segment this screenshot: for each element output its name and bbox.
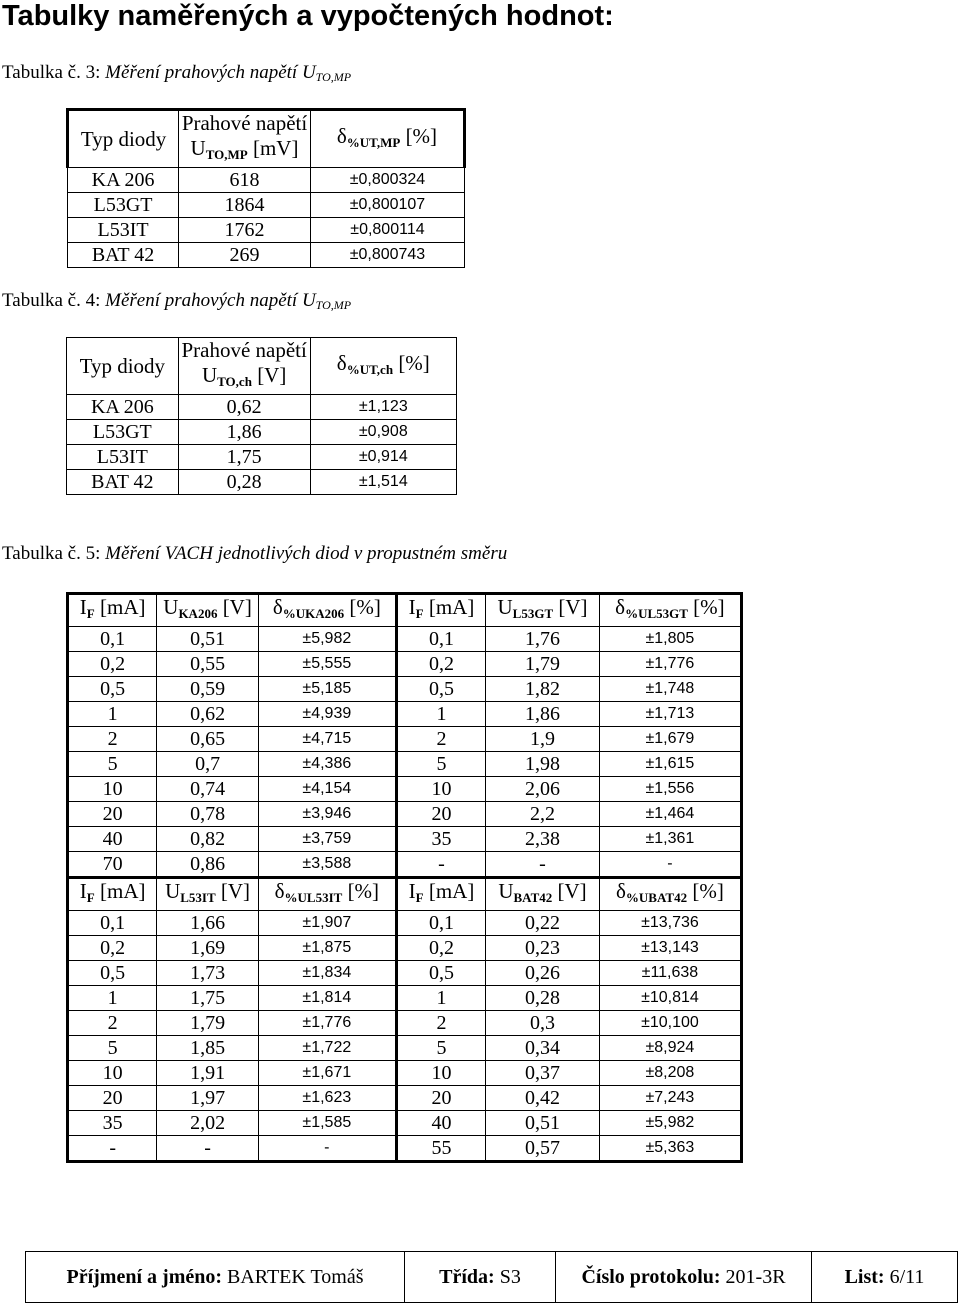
table3-cell: ±7,243 xyxy=(599,1086,741,1111)
table3-header-sub: KA206 xyxy=(178,606,218,621)
table3-cell: ±1,585 xyxy=(258,1111,396,1136)
table3-cell: 0,2 xyxy=(396,652,485,677)
table3-header-sub: %UL53IT xyxy=(284,890,343,905)
table3-cell: 0,51 xyxy=(486,1111,600,1136)
table2-cell: 0,28 xyxy=(178,470,310,495)
table3-header-unit: [%] xyxy=(349,595,381,619)
table3-header-sub: %UBAT42 xyxy=(625,890,688,905)
table3-cell: ±1,814 xyxy=(258,986,396,1011)
table3-cell: 2,06 xyxy=(486,777,600,802)
table3-cell: 1,76 xyxy=(486,627,600,652)
table1-caption xyxy=(2,62,351,88)
table3-caption-prefix: Tabulka č. 5: xyxy=(2,543,101,564)
table3-row xyxy=(68,911,742,936)
table3-header-cell xyxy=(486,594,600,627)
table2-cell: ±0,908 xyxy=(310,420,456,445)
table3-cell: 1,86 xyxy=(486,702,600,727)
table3-header-cell xyxy=(396,594,485,627)
table3-header-base: I xyxy=(79,595,87,619)
table3-cell: ±5,982 xyxy=(258,627,396,652)
table2-cell: L53IT xyxy=(67,445,179,470)
table3-cell: 0,1 xyxy=(68,627,157,652)
table1-caption-title: Měření prahových napětí U xyxy=(105,62,316,83)
table3-header-unit: [%] xyxy=(693,595,725,619)
table2-row xyxy=(67,445,457,470)
table3-cell: 0,2 xyxy=(396,936,485,961)
table1-header-threshold-u: U xyxy=(190,136,206,160)
table3-cell: 0,3 xyxy=(486,1011,600,1036)
table3-cell: 0,62 xyxy=(157,702,259,727)
table3-cell: - xyxy=(599,852,741,878)
page-heading: Tabulky naměřených a vypočtených hodnot: xyxy=(2,0,614,32)
table3-cell: 0,2 xyxy=(68,936,157,961)
footer-sheet-value: 6/11 xyxy=(889,1266,925,1288)
table3-row xyxy=(68,852,742,878)
table2-row xyxy=(67,470,457,495)
table1-header-threshold-line1: Prahové napětí xyxy=(181,111,308,135)
table3-cell: 40 xyxy=(396,1111,485,1136)
table3-cell: 1,69 xyxy=(157,936,259,961)
table1-row xyxy=(68,168,465,193)
table3-cell: ±1,623 xyxy=(258,1086,396,1111)
table3-header-base: U xyxy=(163,595,179,619)
table3-cell: 0,5 xyxy=(68,961,157,986)
table3-cell: - xyxy=(68,1136,157,1162)
table3-cell: ±1,907 xyxy=(258,911,396,936)
table1-row xyxy=(68,243,465,268)
table3-cell: 1 xyxy=(396,702,485,727)
table2-header-threshold-unit: [V] xyxy=(257,363,287,387)
table2-cell: KA 206 xyxy=(67,395,179,420)
table3-cell: 0,1 xyxy=(396,627,485,652)
table1-cell: 618 xyxy=(179,168,311,193)
table1-caption-prefix: Tabulka č. 3: xyxy=(2,62,101,83)
footer-protocol-cell xyxy=(556,1252,812,1303)
table1-header-delta xyxy=(310,110,464,168)
table3-cell: 10 xyxy=(396,1061,485,1086)
table3-cell: 0,37 xyxy=(486,1061,600,1086)
table3-cell: 2,02 xyxy=(157,1111,259,1136)
table3-cell: 20 xyxy=(396,1086,485,1111)
table2-caption xyxy=(2,290,351,316)
table1-header-delta-unit: [%] xyxy=(405,123,438,148)
table1-caption-sub: TO,MP xyxy=(315,70,352,84)
table3-header-row xyxy=(68,878,742,911)
table3-header-sub: BAT42 xyxy=(513,890,553,905)
table3-cell: 0,51 xyxy=(157,627,259,652)
table2-header-threshold-line1: Prahové napětí xyxy=(181,338,307,362)
table3-cell: ±13,736 xyxy=(599,911,741,936)
table3-cell: 0,1 xyxy=(68,911,157,936)
table3-cell: 1,98 xyxy=(486,752,600,777)
table3-header-row xyxy=(68,594,742,627)
table3-cell: ±13,143 xyxy=(599,936,741,961)
footer-name-value: BARTEK Tomáš xyxy=(227,1266,364,1288)
table3-cell: 20 xyxy=(68,802,157,827)
table3-cell: 0,57 xyxy=(486,1136,600,1162)
table3-cell: ±4,715 xyxy=(258,727,396,752)
table3-cell: 1,79 xyxy=(486,652,600,677)
table3-header-base: δ xyxy=(272,595,283,619)
table3-header-cell xyxy=(258,878,396,911)
table3-cell: 1,82 xyxy=(486,677,600,702)
table3-header-unit: [%] xyxy=(347,879,380,903)
table3-cell: ±1,464 xyxy=(599,802,741,827)
table3-cell: 0,1 xyxy=(396,911,485,936)
table2-header-threshold-sub: TO,ch xyxy=(217,374,252,389)
table3-caption-title: Měření VACH jednotlivých diod v propustném směru xyxy=(105,543,508,564)
table3-cell: 1 xyxy=(396,986,485,1011)
protocol-footer xyxy=(25,1251,958,1303)
table3-cell: 5 xyxy=(68,752,157,777)
table1-cell: 269 xyxy=(179,243,311,268)
table3-header-unit: [V] xyxy=(222,595,252,619)
table1-cell: ±0,800114 xyxy=(310,218,464,243)
table3-header-base: U xyxy=(165,879,181,903)
table3-cell: ±3,759 xyxy=(258,827,396,852)
table3-row xyxy=(68,802,742,827)
table3-header-base: I xyxy=(79,879,87,903)
table1 xyxy=(66,108,466,268)
table3-cell: 0,82 xyxy=(157,827,259,852)
footer-class-cell xyxy=(405,1252,556,1303)
table3-cell: ±1,722 xyxy=(258,1036,396,1061)
table3-header-cell xyxy=(396,878,485,911)
table2-cell: ±0,914 xyxy=(310,445,456,470)
table3-cell: 2,38 xyxy=(486,827,600,852)
table3-cell: ±5,185 xyxy=(258,677,396,702)
table3-row xyxy=(68,1086,742,1111)
table3-header-base: I xyxy=(408,879,416,903)
table1-cell: BAT 42 xyxy=(68,243,179,268)
table3-cell: - xyxy=(396,852,485,878)
table3-cell: 1,9 xyxy=(486,727,600,752)
table2-caption-title: Měření prahových napětí U xyxy=(105,290,316,311)
table2-header-threshold-u: U xyxy=(201,363,218,387)
table3-cell: ±1,805 xyxy=(599,627,741,652)
table3-cell: ±1,556 xyxy=(599,777,741,802)
table2-caption-prefix: Tabulka č. 4: xyxy=(2,290,101,311)
table3-cell: 0,86 xyxy=(157,852,259,878)
table3-row xyxy=(68,627,742,652)
table3-cell: - xyxy=(486,852,600,878)
table3-row xyxy=(68,936,742,961)
table3-cell: ±4,386 xyxy=(258,752,396,777)
footer-class-value: S3 xyxy=(499,1266,521,1288)
table3-cell: 0,5 xyxy=(396,961,485,986)
table1-cell: ±0,800107 xyxy=(310,193,464,218)
table3-cell: 0,5 xyxy=(68,677,157,702)
table3-cell: 0,65 xyxy=(157,727,259,752)
table3-cell: 0,7 xyxy=(157,752,259,777)
table2-cell: BAT 42 xyxy=(67,470,179,495)
table3-header-cell xyxy=(599,594,741,627)
footer-class-label: Třída: xyxy=(439,1266,495,1288)
table3-header-sub: F xyxy=(415,606,424,621)
table3-cell: ±1,748 xyxy=(599,677,741,702)
table3-cell: ±5,982 xyxy=(599,1111,741,1136)
table3-cell: ±10,100 xyxy=(599,1011,741,1036)
table3-cell: 2 xyxy=(396,727,485,752)
table3-cell: 2 xyxy=(68,727,157,752)
table3-cell: 10 xyxy=(68,1061,157,1086)
table1-cell: L53GT xyxy=(68,193,179,218)
table2-header-delta-symbol: δ xyxy=(336,350,347,375)
table3-header-sub: L53IT xyxy=(180,890,216,905)
table3-cell: ±1,679 xyxy=(599,727,741,752)
table3-header-unit: [V] xyxy=(220,879,251,903)
table3-cell: 10 xyxy=(396,777,485,802)
table3-cell: 1,73 xyxy=(157,961,259,986)
table2-cell: 1,86 xyxy=(178,420,310,445)
table3-cell: 5 xyxy=(396,752,485,777)
table3-cell: 1,85 xyxy=(157,1036,259,1061)
table3-row xyxy=(68,827,742,852)
table3-cell: 5 xyxy=(68,1036,157,1061)
table3-cell: 2 xyxy=(396,1011,485,1036)
footer-protocol-label: Číslo protokolu: xyxy=(581,1266,721,1288)
footer-name-cell xyxy=(26,1252,405,1303)
table3-row xyxy=(68,677,742,702)
table2 xyxy=(66,337,457,495)
table3-cell: ±4,939 xyxy=(258,702,396,727)
table3-cell: ±1,361 xyxy=(599,827,741,852)
table3-cell: ±8,924 xyxy=(599,1036,741,1061)
table1-cell: 1762 xyxy=(179,218,311,243)
table3-row xyxy=(68,1111,742,1136)
table3-row xyxy=(68,986,742,1011)
table1-header-delta-sub: %UT,MP xyxy=(346,134,401,150)
table1-row xyxy=(68,193,465,218)
table3-cell: 35 xyxy=(68,1111,157,1136)
table2-cell: L53GT xyxy=(67,420,179,445)
table2-caption-sub: TO,MP xyxy=(315,298,352,312)
table3-header-unit: [mA] xyxy=(100,879,146,903)
table1-cell: ±0,800324 xyxy=(310,168,464,193)
footer-protocol-value: 201-3R xyxy=(725,1266,786,1288)
table3-header-sub: F xyxy=(86,890,95,905)
table3-cell: 1,97 xyxy=(157,1086,259,1111)
table1-cell: L53IT xyxy=(68,218,179,243)
footer-name-label: Příjmení a jméno: xyxy=(66,1266,223,1288)
table3-cell: ±1,875 xyxy=(258,936,396,961)
table3-cell: - xyxy=(258,1136,396,1162)
table2-header-threshold xyxy=(178,338,310,395)
table3-row xyxy=(68,1136,742,1162)
table3-header-unit: [V] xyxy=(558,595,588,619)
table1-cell: ±0,800743 xyxy=(310,243,464,268)
table1-header-threshold-sub: TO,MP xyxy=(205,147,248,162)
table2-row xyxy=(67,395,457,420)
table3-cell: ±1,713 xyxy=(599,702,741,727)
table2-header-delta-sub: %UT,ch xyxy=(346,361,394,377)
table3-cell: 1,75 xyxy=(157,986,259,1011)
table3-header-sub: %UL53GT xyxy=(625,606,688,621)
table3-header-unit: [V] xyxy=(557,879,587,903)
table2-cell: ±1,514 xyxy=(310,470,456,495)
table3-row xyxy=(68,702,742,727)
table3-cell: ±5,363 xyxy=(599,1136,741,1162)
table1-header-delta-symbol: δ xyxy=(336,123,347,148)
table3-cell: 1 xyxy=(68,986,157,1011)
table3-cell: 1,66 xyxy=(157,911,259,936)
table3-cell: ±1,671 xyxy=(258,1061,396,1086)
table3-header-base: U xyxy=(498,879,514,903)
table3-header-sub: F xyxy=(86,606,95,621)
table3-header-unit: [mA] xyxy=(428,595,475,619)
table3-cell: 20 xyxy=(68,1086,157,1111)
table1-cell: KA 206 xyxy=(68,168,179,193)
table3-cell: ±1,615 xyxy=(599,752,741,777)
table3-cell: ±1,776 xyxy=(258,1011,396,1036)
table3-cell: ±3,588 xyxy=(258,852,396,878)
table3-row xyxy=(68,727,742,752)
table3-row xyxy=(68,961,742,986)
table3-cell: ±1,834 xyxy=(258,961,396,986)
table3 xyxy=(66,592,743,1163)
table3-header-base: U xyxy=(497,595,513,619)
table3-header-cell xyxy=(486,878,600,911)
footer-sheet-cell xyxy=(812,1252,958,1303)
table3-cell: 0,59 xyxy=(157,677,259,702)
table3-cell: 70 xyxy=(68,852,157,878)
table1-row xyxy=(68,218,465,243)
table3-cell: 0,74 xyxy=(157,777,259,802)
table3-header-cell xyxy=(68,594,157,627)
table3-header-sub: F xyxy=(415,890,424,905)
table3-cell: 0,26 xyxy=(486,961,600,986)
table3-header-sub: L53GT xyxy=(512,606,554,621)
table3-header-base: δ xyxy=(274,879,285,903)
table3-header-cell xyxy=(68,878,157,911)
table3-header-cell xyxy=(258,594,396,627)
table3-cell: 55 xyxy=(396,1136,485,1162)
table3-cell: 0,34 xyxy=(486,1036,600,1061)
table2-header-type: Typ diody xyxy=(67,338,179,395)
table3-row xyxy=(68,752,742,777)
table3-cell: 5 xyxy=(396,1036,485,1061)
table2-header-delta-unit: [%] xyxy=(398,350,430,375)
table3-cell: ±3,946 xyxy=(258,802,396,827)
table3-header-unit: [%] xyxy=(692,879,724,903)
table3-caption xyxy=(2,543,507,565)
table3-header-cell xyxy=(599,878,741,911)
table3-row xyxy=(68,1061,742,1086)
table3-cell: 40 xyxy=(68,827,157,852)
table3-cell: 1,91 xyxy=(157,1061,259,1086)
table3-cell: 0,23 xyxy=(486,936,600,961)
table3-cell: 1,79 xyxy=(157,1011,259,1036)
table3-cell: 0,78 xyxy=(157,802,259,827)
table3-header-cell xyxy=(157,878,259,911)
table3-cell: ±1,776 xyxy=(599,652,741,677)
table3-header-unit: [mA] xyxy=(428,879,475,903)
table3-cell: ±5,555 xyxy=(258,652,396,677)
table2-cell: 0,62 xyxy=(178,395,310,420)
table3-cell: 35 xyxy=(396,827,485,852)
footer-sheet-label: List: xyxy=(844,1266,885,1288)
table3-header-base: δ xyxy=(615,595,626,619)
table2-header-delta xyxy=(310,338,456,395)
table3-cell: ±4,154 xyxy=(258,777,396,802)
table1-header-threshold-unit: [mV] xyxy=(252,136,299,160)
table3-cell: 1 xyxy=(68,702,157,727)
table3-header-cell xyxy=(157,594,259,627)
table3-cell: 0,22 xyxy=(486,911,600,936)
table3-cell: 0,55 xyxy=(157,652,259,677)
table3-cell: 0,28 xyxy=(486,986,600,1011)
table3-header-base: δ xyxy=(616,879,626,903)
table3-row xyxy=(68,1011,742,1036)
table3-header-unit: [mA] xyxy=(100,595,146,619)
table3-header-sub: %UKA206 xyxy=(282,606,345,621)
table3-row xyxy=(68,777,742,802)
table2-row xyxy=(67,420,457,445)
table3-cell: ±11,638 xyxy=(599,961,741,986)
table3-header-base: I xyxy=(408,595,416,619)
table1-header-type: Typ diody xyxy=(68,110,179,168)
table3-cell: 0,42 xyxy=(486,1086,600,1111)
table3-cell: 0,5 xyxy=(396,677,485,702)
table2-cell: ±1,123 xyxy=(310,395,456,420)
table3-cell: 20 xyxy=(396,802,485,827)
table3-cell: 10 xyxy=(68,777,157,802)
table3-cell: - xyxy=(157,1136,259,1162)
table3-cell: 2 xyxy=(68,1011,157,1036)
table3-cell: ±10,814 xyxy=(599,986,741,1011)
table1-header-threshold xyxy=(179,110,311,168)
table3-cell: 0,2 xyxy=(68,652,157,677)
table2-cell: 1,75 xyxy=(178,445,310,470)
table3-row xyxy=(68,652,742,677)
table3-cell: 2,2 xyxy=(486,802,600,827)
table3-cell: ±8,208 xyxy=(599,1061,741,1086)
table1-cell: 1864 xyxy=(179,193,311,218)
table3-row xyxy=(68,1036,742,1061)
